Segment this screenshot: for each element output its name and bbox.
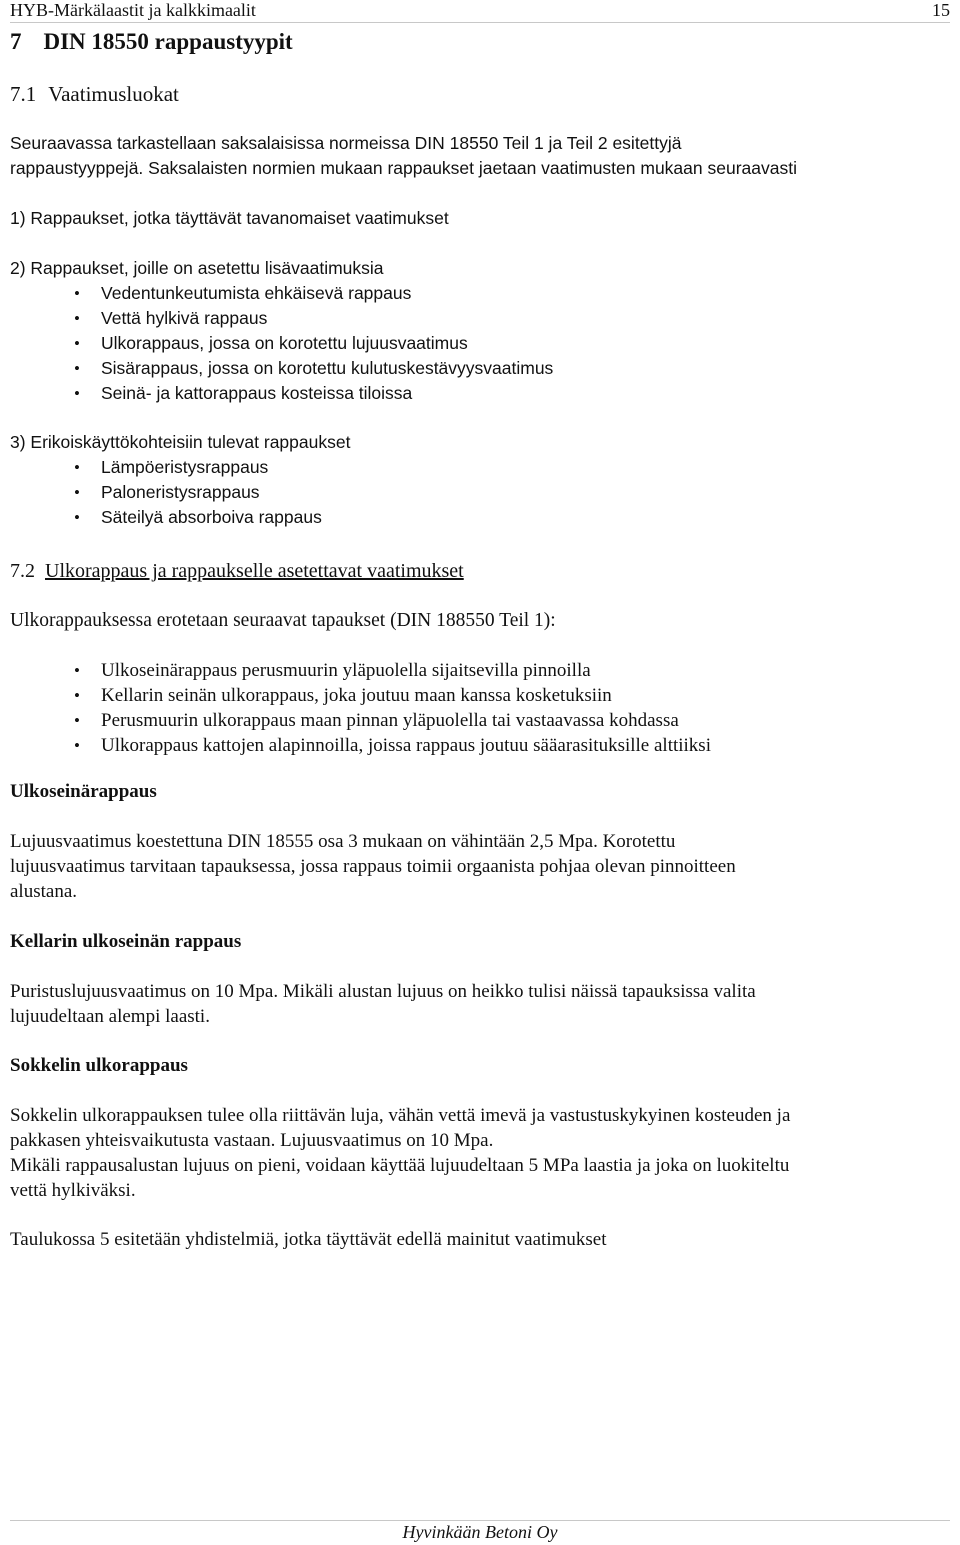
class-2-subitem: Seinä- ja kattorappaus kosteissa tiloissa — [101, 383, 413, 403]
page-header — [10, 0, 950, 23]
section-7-1-number: 7.1 — [10, 82, 37, 106]
bullet-icon: • — [74, 661, 80, 680]
class-3-subitem: Lämpöeristysrappaus — [101, 457, 269, 477]
page-number: 15 — [932, 0, 950, 20]
subheading-sokkelin-ulkorappaus: Sokkelin ulkorappaus — [10, 1055, 188, 1076]
paragraph-line: lujuudeltaan alempi laasti. — [10, 1006, 210, 1027]
bullet-icon: • — [74, 508, 80, 527]
bullet-icon: • — [74, 334, 80, 353]
subheading-kellarin-rappaus: Kellarin ulkoseinän rappaus — [10, 931, 242, 952]
bullet-icon: • — [74, 384, 80, 403]
case-item: Kellarin seinän ulkorappaus, joka joutuu maan kanssa kosketuksiin — [101, 685, 612, 706]
bullet-icon: • — [74, 284, 80, 303]
case-item: Ulkoseinärappaus perusmuurin yläpuolella sijaitsevilla pinnoilla — [101, 660, 591, 681]
paragraph-line: lujuusvaatimus tarvitaan tapauksessa, jossa rappaus toimii orgaanista pohjaa olevan pinnoitteen — [10, 856, 736, 877]
bullet-icon: • — [74, 483, 80, 502]
section-7-1-heading — [10, 81, 179, 107]
subheading-ulkoseinarappaus: Ulkoseinärappaus — [10, 781, 157, 802]
bullet-icon: • — [74, 458, 80, 477]
section-7-2-heading — [10, 558, 464, 584]
class-3-item: 3) Erikoiskäyttökohteisiin tulevat rappaukset — [10, 432, 351, 452]
paragraph-line: Mikäli rappausalustan lujuus on pieni, voidaan käyttää lujuudeltaan 5 MPa laastia ja joka on luokiteltu — [10, 1155, 790, 1176]
section-7-2-number: 7.2 — [10, 560, 35, 582]
closing-sentence: Taulukossa 5 esitetään yhdistelmiä, jotka täyttävät edellä mainitut vaatimukset — [10, 1229, 607, 1250]
class-1-item: 1) Rappaukset, jotka täyttävät tavanomaiset vaatimukset — [10, 208, 449, 228]
class-2-subitem: Vedentunkeutumista ehkäisevä rappaus — [101, 283, 412, 303]
bullet-icon: • — [74, 736, 80, 755]
paragraph-line: vettä hylkiväksi. — [10, 1180, 136, 1201]
class-2-subitem: Sisärappaus, jossa on korotettu kulutuskestävyysvaatimus — [101, 358, 554, 378]
section-7-1-title: Vaatimusluokat — [48, 82, 179, 106]
class-3-subitem: Säteilyä absorboiva rappaus — [101, 507, 322, 527]
header-title: HYB-Märkälaastit ja kalkkimaalit — [10, 0, 256, 20]
bullet-icon: • — [74, 686, 80, 705]
bullet-icon: • — [74, 359, 80, 378]
class-2-subitem: Vettä hylkivä rappaus — [101, 308, 268, 328]
intro-line-2: rappaustyyppejä. Saksalaisten normien mukaan rappaukset jaetaan vaatimusten mukaan seuraavasti — [10, 158, 797, 178]
class-2-subitem: Ulkorappaus, jossa on korotettu lujuusvaatimus — [101, 333, 468, 353]
section-7-2-intro: Ulkorappauksessa erotetaan seuraavat tapaukset (DIN 188550 Teil 1): — [10, 610, 556, 631]
section-7-title: DIN 18550 rappaustyypit — [43, 29, 293, 54]
paragraph-line: Lujuusvaatimus koestettuna DIN 18555 osa 3 mukaan on vähintään 2,5 Mpa. Korotettu — [10, 831, 676, 852]
paragraph-line: pakkasen yhteisvaikutusta vastaan. Lujuusvaatimus on 10 Mpa. — [10, 1130, 494, 1151]
intro-line-1: Seuraavassa tarkastellaan saksalaisissa normeissa DIN 18550 Teil 1 ja Teil 2 esitettyjä — [10, 133, 682, 153]
paragraph-line: Puristuslujuusvaatimus on 10 Mpa. Mikäli alustan lujuus on heikko tulisi näissä tapauksissa valita — [10, 981, 756, 1002]
paragraph-line: alustana. — [10, 881, 78, 902]
section-7-number: 7 — [10, 29, 22, 54]
bullet-icon: • — [74, 711, 80, 730]
section-7-2-title: Ulkorappaus ja rappaukselle asetettavat vaatimukset — [45, 560, 464, 582]
page-footer: Hyvinkään Betoni Oy — [402, 1522, 558, 1542]
class-2-item: 2) Rappaukset, joille on asetettu lisävaatimuksia — [10, 258, 384, 278]
case-item: Perusmuurin ulkorappaus maan pinnan yläpuolella tai vastaavassa kohdassa — [101, 710, 679, 731]
class-3-subitem: Paloneristysrappaus — [101, 482, 260, 502]
paragraph-line: Sokkelin ulkorappauksen tulee olla riittävän luja, vähän vettä imevä ja vastustuskykyinen kosteuden ja — [10, 1105, 791, 1126]
section-7-heading — [10, 28, 293, 56]
case-item: Ulkorappaus kattojen alapinnoilla, joissa rappaus joutuu sääarasituksille alttiiksi — [101, 735, 711, 756]
bullet-icon: • — [74, 309, 80, 328]
